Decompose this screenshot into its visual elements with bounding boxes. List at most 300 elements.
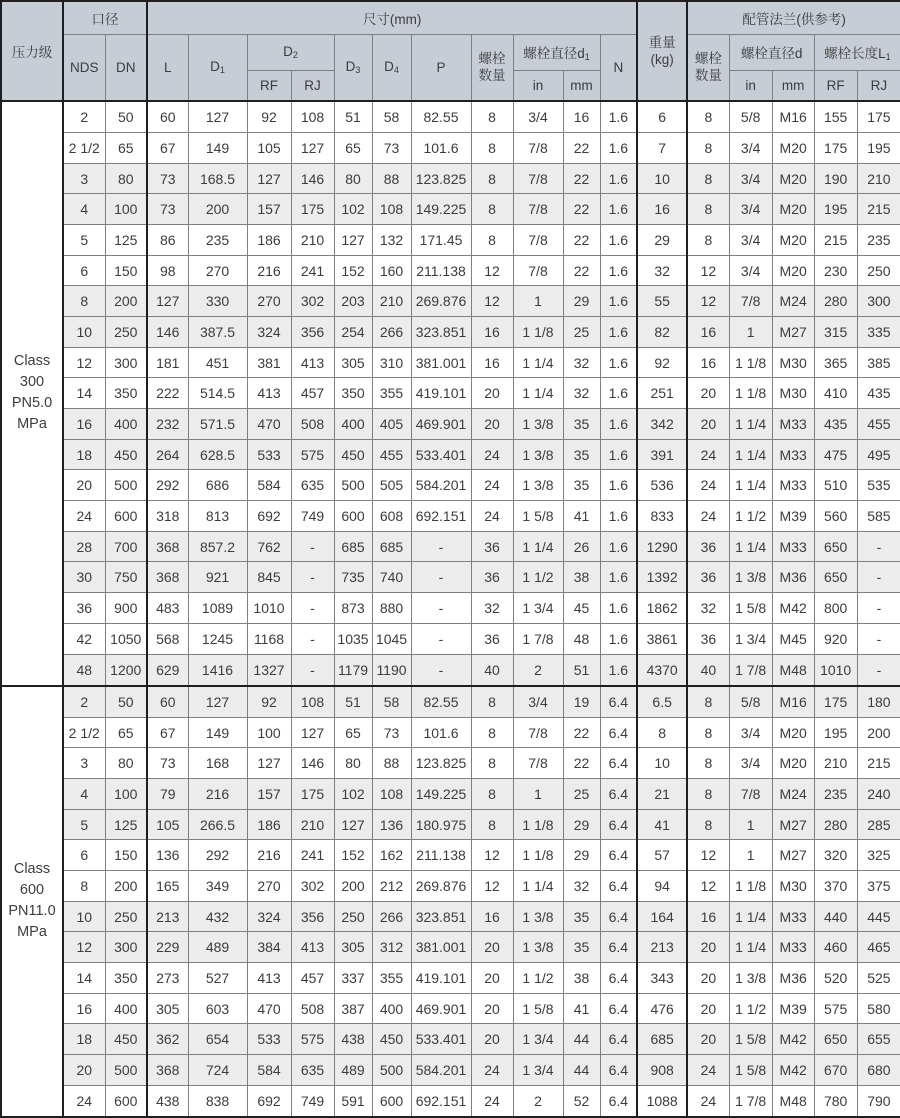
spec-cell: 292 <box>188 840 247 871</box>
spec-cell: 8 <box>63 871 105 902</box>
spec-cell: 514.5 <box>188 378 247 409</box>
spec-cell: 1 7/8 <box>729 1085 772 1117</box>
spec-cell: 381 <box>247 347 291 378</box>
spec-cell: M45 <box>772 623 814 654</box>
spec-cell: 36 <box>687 623 729 654</box>
spec-cell: 533 <box>247 1024 291 1055</box>
spec-cell: 533 <box>247 439 291 470</box>
spec-cell: 520 <box>814 963 857 994</box>
spec-cell: 6 <box>63 840 105 871</box>
spec-row <box>1 840 900 871</box>
spec-cell: 1 1/4 <box>729 531 772 562</box>
spec-row <box>1 255 900 286</box>
spec-cell: 4370 <box>637 654 687 686</box>
spec-cell: 10 <box>637 748 687 779</box>
spec-cell: 127 <box>334 225 372 256</box>
spec-cell: 749 <box>291 501 334 532</box>
spec-cell: 200 <box>188 194 247 225</box>
spec-cell: M20 <box>772 748 814 779</box>
spec-cell: 6.4 <box>600 1085 637 1117</box>
spec-cell: 3/4 <box>729 255 772 286</box>
spec-cell: 12 <box>471 286 513 317</box>
spec-cell: 305 <box>334 932 372 963</box>
spec-cell: 445 <box>857 901 900 932</box>
spec-cell: 2 <box>63 101 105 133</box>
spec-cell: 36 <box>471 562 513 593</box>
spec-cell: 20 <box>471 409 513 440</box>
spec-cell: M16 <box>772 686 814 718</box>
spec-cell: 1 3/8 <box>513 932 563 963</box>
spec-cell: 302 <box>291 871 334 902</box>
spec-cell: 302 <box>291 286 334 317</box>
spec-cell: 1168 <box>247 623 291 654</box>
spec-cell: M39 <box>772 993 814 1024</box>
spec-cell: 25 <box>563 317 600 348</box>
spec-cell: 3/4 <box>513 101 563 133</box>
spec-cell: 8 <box>687 101 729 133</box>
spec-cell: 700 <box>105 531 147 562</box>
spec-cell: 845 <box>247 562 291 593</box>
spec-cell: 7/8 <box>513 717 563 748</box>
spec-cell: 305 <box>334 347 372 378</box>
spec-cell: 21 <box>637 779 687 810</box>
spec-cell: 3/4 <box>729 163 772 194</box>
spec-cell: 724 <box>188 1055 247 1086</box>
spec-cell: 80 <box>334 748 372 779</box>
spec-cell: 5/8 <box>729 686 772 718</box>
spec-cell: 1.6 <box>600 531 637 562</box>
spec-cell: M30 <box>772 347 814 378</box>
spec-cell: 600 <box>105 501 147 532</box>
spec-cell: 20 <box>471 963 513 994</box>
spec-cell: 266 <box>372 901 411 932</box>
spec-row <box>1 748 900 779</box>
spec-cell: 24 <box>687 1085 729 1117</box>
spec-cell: 527 <box>188 963 247 994</box>
spec-cell: 16 <box>471 317 513 348</box>
spec-cell: 438 <box>334 1024 372 1055</box>
spec-cell: 127 <box>291 717 334 748</box>
spec-cell: 435 <box>857 378 900 409</box>
spec-cell: - <box>857 593 900 624</box>
spec-cell: 1 <box>729 317 772 348</box>
spec-cell: 35 <box>563 932 600 963</box>
spec-cell: 410 <box>814 378 857 409</box>
spec-cell: M20 <box>772 133 814 164</box>
spec-cell: 36 <box>687 562 729 593</box>
spec-cell: 457 <box>291 963 334 994</box>
spec-cell: 1 1/4 <box>729 439 772 470</box>
spec-cell: 1.6 <box>600 409 637 440</box>
spec-cell: 186 <box>247 225 291 256</box>
pressure-class-section <box>1 101 900 686</box>
spec-cell: 320 <box>814 840 857 871</box>
spec-cell: M20 <box>772 717 814 748</box>
spec-cell: 86 <box>147 225 188 256</box>
spec-cell: 200 <box>334 871 372 902</box>
spec-cell: 465 <box>857 932 900 963</box>
spec-cell: 1.6 <box>600 654 637 686</box>
spec-cell: 100 <box>105 194 147 225</box>
spec-cell: 175 <box>814 133 857 164</box>
spec-cell: 200 <box>857 717 900 748</box>
spec-cell: 1 1/8 <box>729 347 772 378</box>
spec-row <box>1 901 900 932</box>
spec-cell: 38 <box>563 562 600 593</box>
spec-cell: 349 <box>188 871 247 902</box>
spec-cell: 500 <box>105 1055 147 1086</box>
spec-cell: 215 <box>857 748 900 779</box>
spec-cell: 136 <box>147 840 188 871</box>
spec-cell: 24 <box>687 470 729 501</box>
spec-row <box>1 963 900 994</box>
spec-cell: 1 3/4 <box>729 623 772 654</box>
spec-cell: 20 <box>687 409 729 440</box>
spec-cell: 350 <box>334 378 372 409</box>
spec-cell: 419.101 <box>411 963 471 994</box>
spec-cell: 200 <box>105 871 147 902</box>
spec-cell: 73 <box>147 194 188 225</box>
spec-cell: 505 <box>372 470 411 501</box>
spec-cell: 60 <box>147 686 188 718</box>
spec-cell: M33 <box>772 470 814 501</box>
spec-cell: 1392 <box>637 562 687 593</box>
spec-cell: 489 <box>188 932 247 963</box>
spec-row <box>1 163 900 194</box>
spec-cell: 3 <box>63 163 105 194</box>
spec-cell: 12 <box>471 871 513 902</box>
spec-cell: 222 <box>147 378 188 409</box>
spec-cell: 8 <box>471 163 513 194</box>
spec-cell: 1 1/8 <box>729 871 772 902</box>
header-weight-line2: (kg) <box>650 52 674 67</box>
spec-cell: 3/4 <box>729 133 772 164</box>
spec-cell: 16 <box>687 901 729 932</box>
header-l: L <box>147 34 188 101</box>
spec-cell: 36 <box>471 531 513 562</box>
spec-cell: 312 <box>372 932 411 963</box>
spec-cell: 356 <box>291 317 334 348</box>
spec-cell: 146 <box>147 317 188 348</box>
spec-cell: 692 <box>247 1085 291 1117</box>
header-d2-rf: RF <box>247 70 291 101</box>
header-bore: 口径 <box>63 1 147 34</box>
spec-cell: 1.6 <box>600 439 637 470</box>
spec-cell: 235 <box>188 225 247 256</box>
spec-cell: M42 <box>772 593 814 624</box>
spec-cell: 387 <box>334 993 372 1024</box>
spec-cell: 580 <box>857 993 900 1024</box>
spec-cell: 195 <box>857 133 900 164</box>
spec-cell: 7/8 <box>513 163 563 194</box>
spec-cell: - <box>291 654 334 686</box>
spec-cell: 1045 <box>372 623 411 654</box>
spec-cell: 495 <box>857 439 900 470</box>
spec-cell: M20 <box>772 194 814 225</box>
spec-cell: 533.401 <box>411 1024 471 1055</box>
spec-cell: 533.401 <box>411 439 471 470</box>
spec-cell: 908 <box>637 1055 687 1086</box>
spec-cell: 58 <box>372 101 411 133</box>
spec-cell: 536 <box>637 470 687 501</box>
spec-cell: 500 <box>372 1055 411 1086</box>
spec-cell: 149.225 <box>411 194 471 225</box>
spec-row <box>1 531 900 562</box>
spec-cell: 450 <box>105 1024 147 1055</box>
spec-cell: 52 <box>563 1085 600 1117</box>
spec-cell: M42 <box>772 1055 814 1086</box>
spec-cell: 8 <box>687 717 729 748</box>
spec-cell: 80 <box>105 748 147 779</box>
spec-cell: 1 5/8 <box>729 1024 772 1055</box>
spec-cell: M24 <box>772 286 814 317</box>
spec-cell: 250 <box>334 901 372 932</box>
spec-cell: 82.55 <box>411 101 471 133</box>
spec-cell: 1010 <box>814 654 857 686</box>
spec-cell: 108 <box>372 779 411 810</box>
spec-cell: 266.5 <box>188 809 247 840</box>
spec-cell: 385 <box>857 347 900 378</box>
spec-cell: 585 <box>857 501 900 532</box>
spec-cell: 29 <box>563 286 600 317</box>
spec-cell: - <box>857 531 900 562</box>
header-dn: DN <box>105 34 147 101</box>
header-d1: $D_1$ <box>188 34 247 101</box>
spec-cell: - <box>411 531 471 562</box>
spec-cell: 800 <box>814 593 857 624</box>
spec-cell: 57 <box>637 840 687 871</box>
spec-cell: 82 <box>637 317 687 348</box>
spec-cell: 535 <box>857 470 900 501</box>
spec-cell: 323.851 <box>411 317 471 348</box>
spec-cell: 24 <box>687 501 729 532</box>
spec-cell: 8 <box>471 779 513 810</box>
spec-cell: 22 <box>563 133 600 164</box>
spec-cell: 603 <box>188 993 247 1024</box>
spec-cell: 230 <box>814 255 857 286</box>
spec-cell: M30 <box>772 378 814 409</box>
spec-cell: 149 <box>188 133 247 164</box>
pressure-class-label-line: PN5.0 <box>11 395 53 412</box>
spec-cell: 8 <box>687 194 729 225</box>
spec-cell: 324 <box>247 317 291 348</box>
spec-cell: 65 <box>334 717 372 748</box>
spec-cell: 1089 <box>188 593 247 624</box>
spec-cell: 584 <box>247 1055 291 1086</box>
spec-cell: 44 <box>563 1055 600 1086</box>
spec-cell: 20 <box>687 378 729 409</box>
spec-cell: 750 <box>105 562 147 593</box>
spec-cell: 28 <box>63 531 105 562</box>
pressure-class-label <box>1 686 63 1117</box>
spec-cell: 10 <box>637 163 687 194</box>
header-row-2 <box>1 34 900 70</box>
spec-cell: 1 1/4 <box>729 901 772 932</box>
spec-cell: 186 <box>247 809 291 840</box>
spec-cell: 1 5/8 <box>729 1055 772 1086</box>
spec-cell: 32 <box>563 347 600 378</box>
spec-cell: 180 <box>857 686 900 718</box>
spec-cell: 1 7/8 <box>513 623 563 654</box>
spec-cell: 20 <box>687 993 729 1024</box>
spec-cell: 20 <box>687 1024 729 1055</box>
spec-cell: 600 <box>105 1085 147 1117</box>
spec-cell: 100 <box>247 717 291 748</box>
header-bolt-dia-d1: 螺栓直径$d_1$ <box>513 34 600 70</box>
spec-cell: 25 <box>563 779 600 810</box>
spec-cell: 168.5 <box>188 163 247 194</box>
header-bolt-dia-d: 螺栓直径d <box>729 34 814 70</box>
spec-cell: 790 <box>857 1085 900 1117</box>
spec-cell: 42 <box>63 623 105 654</box>
spec-cell: 1.6 <box>600 286 637 317</box>
spec-cell: 3861 <box>637 623 687 654</box>
spec-cell: 35 <box>563 439 600 470</box>
spec-cell: 310 <box>372 347 411 378</box>
spec-row <box>1 101 900 133</box>
spec-cell: 1 7/8 <box>729 654 772 686</box>
spec-cell: 780 <box>814 1085 857 1117</box>
spec-cell: 8 <box>687 779 729 810</box>
spec-cell: 413 <box>291 932 334 963</box>
spec-cell: 162 <box>372 840 411 871</box>
spec-cell: 5 <box>63 809 105 840</box>
spec-cell: 65 <box>334 133 372 164</box>
spec-cell: 8 <box>687 225 729 256</box>
header-d-mm: mm <box>772 70 814 101</box>
spec-cell: 880 <box>372 593 411 624</box>
spec-cell: 8 <box>687 809 729 840</box>
spec-cell: 1179 <box>334 654 372 686</box>
spec-cell: 136 <box>372 809 411 840</box>
header-pressure-class: 压力级 <box>1 1 63 101</box>
spec-cell: 146 <box>291 163 334 194</box>
spec-cell: 250 <box>105 901 147 932</box>
spec-cell: 88 <box>372 748 411 779</box>
spec-cell: 16 <box>471 347 513 378</box>
spec-cell: M33 <box>772 531 814 562</box>
spec-cell: 250 <box>857 255 900 286</box>
spec-cell: 740 <box>372 562 411 593</box>
spec-cell: 127 <box>147 286 188 317</box>
spec-cell: 149.225 <box>411 779 471 810</box>
spec-cell: 489 <box>334 1055 372 1086</box>
spec-cell: 300 <box>105 932 147 963</box>
spec-cell: 510 <box>814 470 857 501</box>
spec-cell: 150 <box>105 255 147 286</box>
spec-cell: 51 <box>334 686 372 718</box>
spec-row <box>1 194 900 225</box>
header-d3: $D_3$ <box>334 34 372 101</box>
spec-cell: 342 <box>637 409 687 440</box>
spec-row <box>1 809 900 840</box>
spec-cell: 735 <box>334 562 372 593</box>
spec-cell: 571.5 <box>188 409 247 440</box>
spec-cell: 1 3/8 <box>729 963 772 994</box>
spec-cell: 343 <box>637 963 687 994</box>
spec-cell: 525 <box>857 963 900 994</box>
spec-cell: 508 <box>291 993 334 1024</box>
spec-cell: 232 <box>147 409 188 440</box>
spec-cell: 175 <box>857 101 900 133</box>
spec-cell: 413 <box>291 347 334 378</box>
spec-cell: 203 <box>334 286 372 317</box>
spec-row <box>1 717 900 748</box>
spec-cell: 41 <box>563 501 600 532</box>
header-n: N <box>600 34 637 101</box>
spec-cell: 1190 <box>372 654 411 686</box>
spec-cell: 1 1/4 <box>513 347 563 378</box>
spec-cell: 180.975 <box>411 809 471 840</box>
spec-cell: 24 <box>471 1055 513 1086</box>
spec-cell: 508 <box>291 409 334 440</box>
spec-cell: M20 <box>772 225 814 256</box>
spec-cell: 250 <box>105 317 147 348</box>
spec-cell: - <box>411 593 471 624</box>
spec-cell: 1 1/2 <box>513 963 563 994</box>
spec-cell: - <box>411 623 471 654</box>
header-d2: $D_2$ <box>247 34 334 70</box>
spec-cell: 921 <box>188 562 247 593</box>
spec-cell: 833 <box>637 501 687 532</box>
spec-cell: 6.4 <box>600 963 637 994</box>
spec-row <box>1 378 900 409</box>
spec-cell: 457 <box>291 378 334 409</box>
spec-cell: 654 <box>188 1024 247 1055</box>
spec-cell: 270 <box>188 255 247 286</box>
spec-cell: 108 <box>291 101 334 133</box>
spec-cell: 12 <box>63 347 105 378</box>
spec-cell: 370 <box>814 871 857 902</box>
spec-cell: 6.4 <box>600 686 637 718</box>
spec-cell: M39 <box>772 501 814 532</box>
spec-cell: 24 <box>687 1055 729 1086</box>
header-l1-rj: RJ <box>857 70 900 101</box>
spec-cell: 655 <box>857 1024 900 1055</box>
spec-cell: 391 <box>637 439 687 470</box>
spec-cell: M33 <box>772 901 814 932</box>
spec-cell: 36 <box>63 593 105 624</box>
spec-cell: 210 <box>857 163 900 194</box>
spec-cell: 350 <box>105 963 147 994</box>
spec-cell: M16 <box>772 101 814 133</box>
spec-cell: M48 <box>772 654 814 686</box>
spec-cell: 210 <box>814 748 857 779</box>
spec-cell: 235 <box>857 225 900 256</box>
spec-cell: 123.825 <box>411 163 471 194</box>
spec-cell: 1 1/8 <box>513 840 563 871</box>
spec-cell: 432 <box>188 901 247 932</box>
spec-cell: 101.6 <box>411 717 471 748</box>
spec-cell: 10 <box>63 317 105 348</box>
spec-cell: 650 <box>814 531 857 562</box>
header-pipe-flange: 配管法兰(供参考) <box>687 1 900 34</box>
spec-cell: - <box>291 593 334 624</box>
spec-cell: 67 <box>147 133 188 164</box>
spec-cell: 20 <box>687 963 729 994</box>
spec-cell: 323.851 <box>411 901 471 932</box>
spec-cell: - <box>291 562 334 593</box>
pressure-class-label-line: 300 <box>19 374 45 391</box>
spec-cell: 6.4 <box>600 840 637 871</box>
spec-cell: 215 <box>857 194 900 225</box>
header-row-1 <box>1 1 900 34</box>
spec-cell: 22 <box>563 255 600 286</box>
spec-cell: 212 <box>372 871 411 902</box>
spec-cell: 300 <box>105 347 147 378</box>
spec-cell: 900 <box>105 593 147 624</box>
spec-cell: 1 3/4 <box>513 593 563 624</box>
